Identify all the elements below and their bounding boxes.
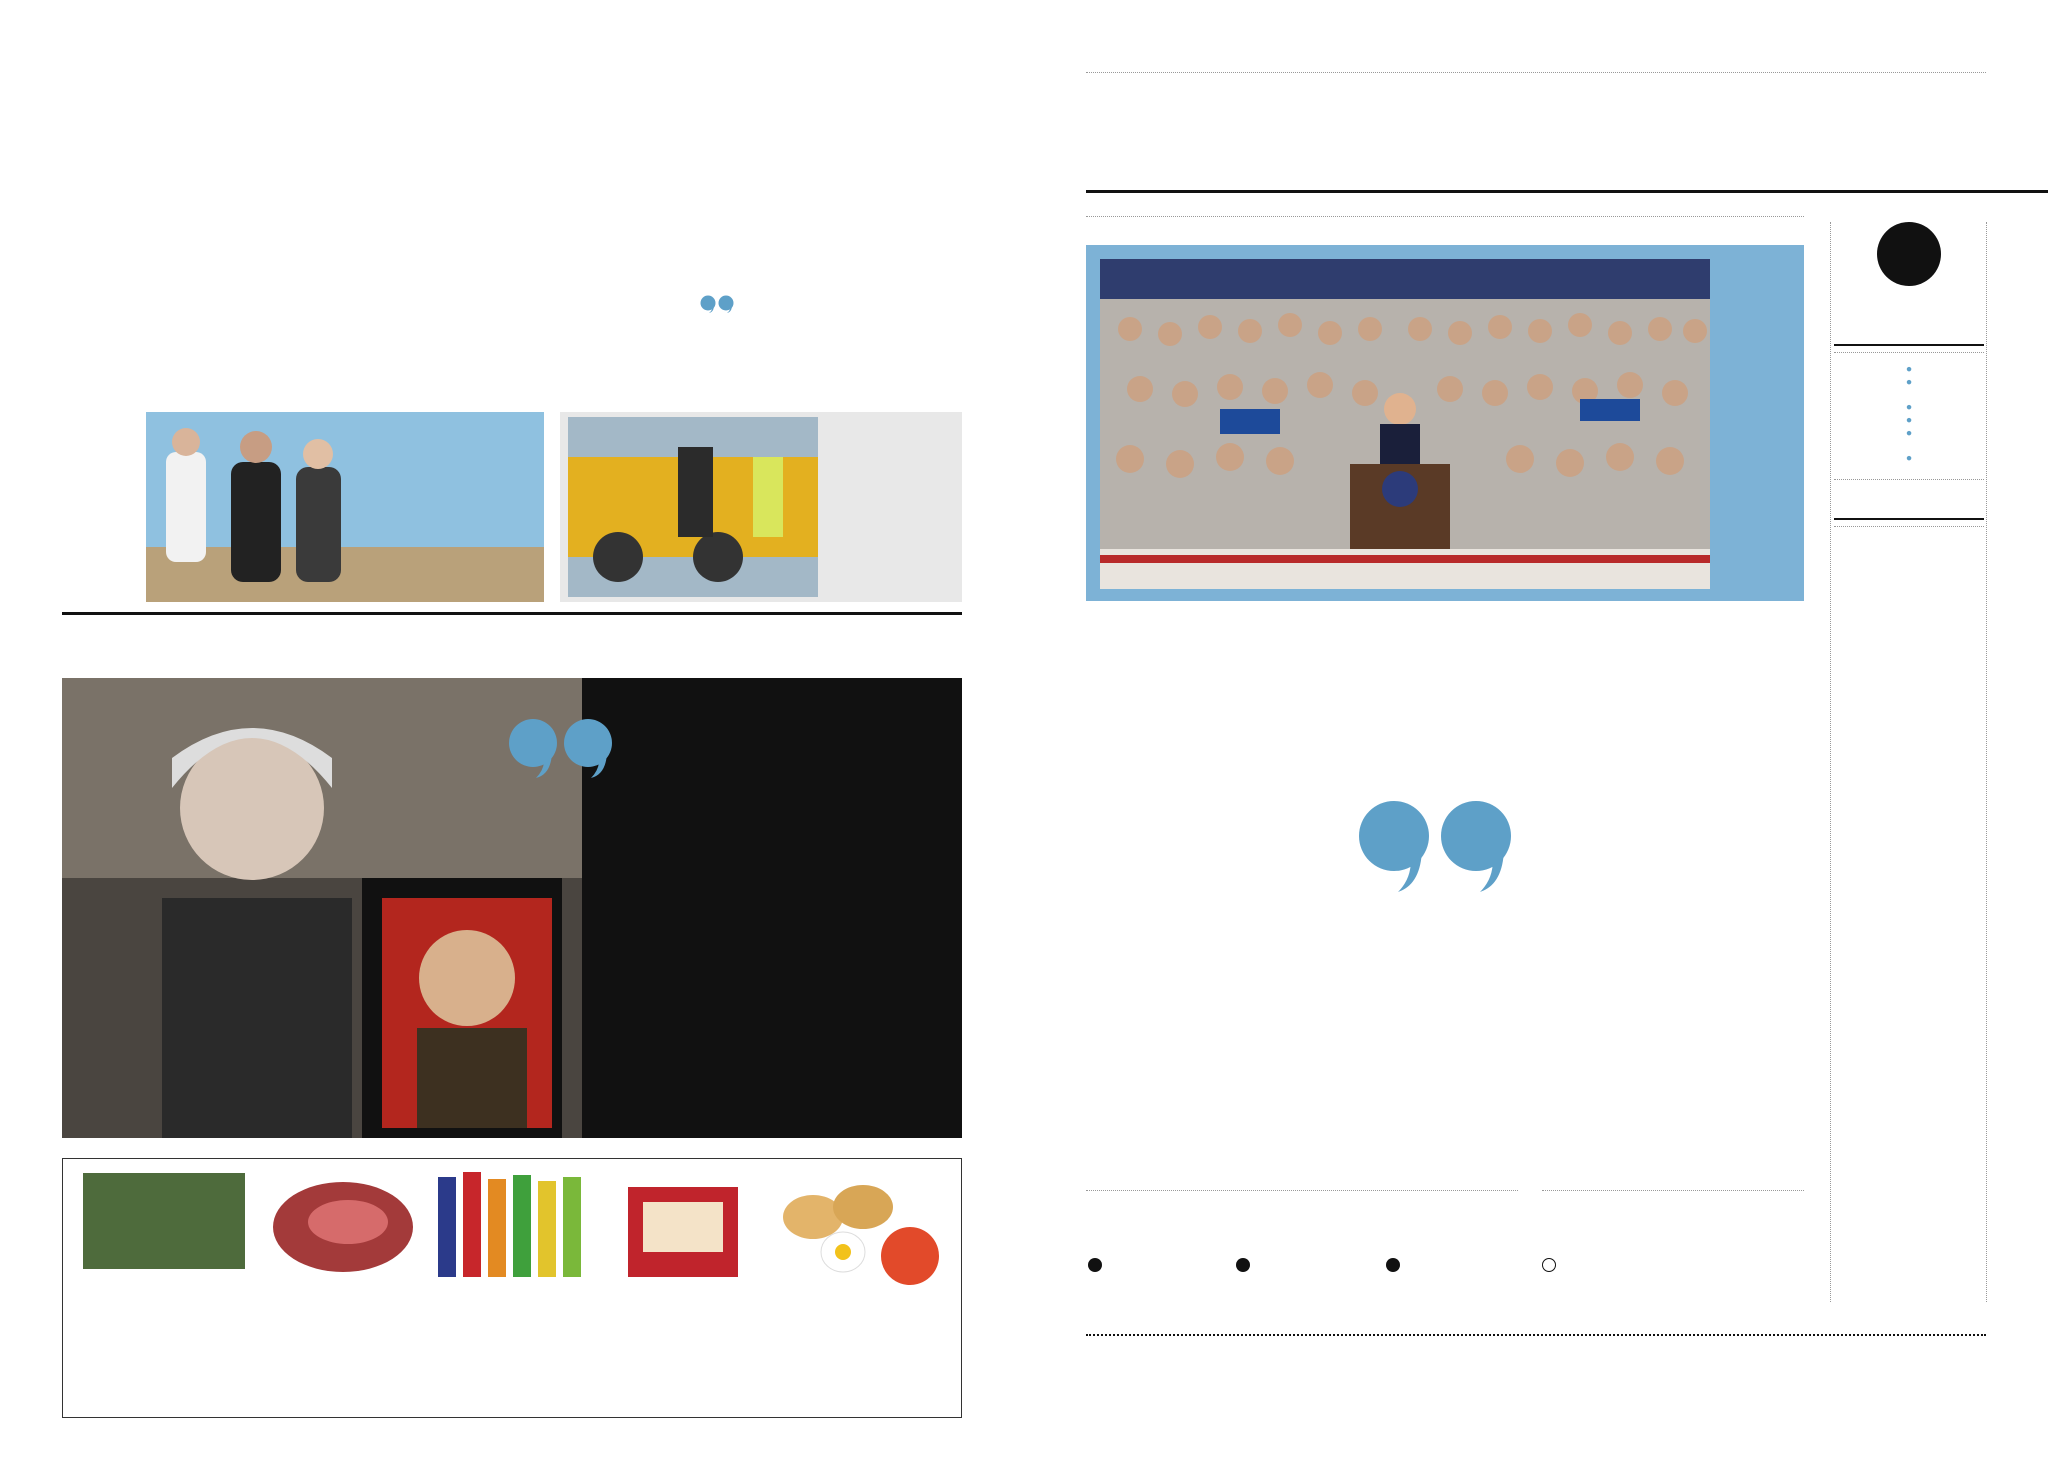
leader-col2 [1542,688,1804,702]
social-facebook[interactable] [1236,1258,1376,1273]
annonse-block [1834,363,1984,389]
leader-photo [1100,259,1710,589]
left-divider [62,612,962,615]
ad-product-images [253,1167,953,1287]
section-rule [1086,216,1804,217]
annonse-line-2: ● [1905,376,1913,388]
sidebar-logo [1877,222,1941,286]
quote-icon [700,295,738,312]
twitter-icon [1088,1258,1102,1272]
sidebar [1834,222,1984,527]
leader-col1 [1086,800,1348,814]
sidebar-right-rule [1986,222,1987,1302]
social-instagram[interactable] [1386,1258,1518,1273]
footer-rule [1086,1334,1986,1336]
social-rule [1086,1190,1518,1191]
facebook-icon [1236,1258,1250,1272]
switchboard-rule [1834,344,1984,346]
coop-logo [83,1173,245,1269]
teaser-okonomi[interactable] [146,412,544,602]
pullquote [1358,800,1518,896]
opinion-rule [1542,1190,1804,1191]
header-rule [1086,72,1986,73]
main-story[interactable] [62,678,962,1138]
sidebar-left-rule [1830,222,1831,1302]
social-twitter[interactable] [1088,1258,1218,1273]
abonnement-block: ● ● ● [1905,401,1913,439]
teaser-okonomi-photo [146,412,544,602]
teaser-nyheter[interactable] [560,412,962,602]
pullquote-icon [1358,800,1518,890]
annonse-line-1: ● [1905,363,1913,375]
teaser-nyheter-photo [568,417,818,597]
main-story-quote [508,708,948,776]
coop-ad[interactable] [62,1158,962,1418]
main-quote-icon [508,718,616,776]
instagram-icon [1386,1258,1400,1272]
leader-photo-box [1086,245,1804,601]
opinion-link[interactable] [1542,1258,1772,1272]
main-story-photo [62,678,582,1138]
header-thick-rule [1086,190,2048,193]
tips-block: ● [1905,452,1913,464]
leader-teaser[interactable] [700,292,965,316]
comment-icon [1542,1258,1556,1272]
